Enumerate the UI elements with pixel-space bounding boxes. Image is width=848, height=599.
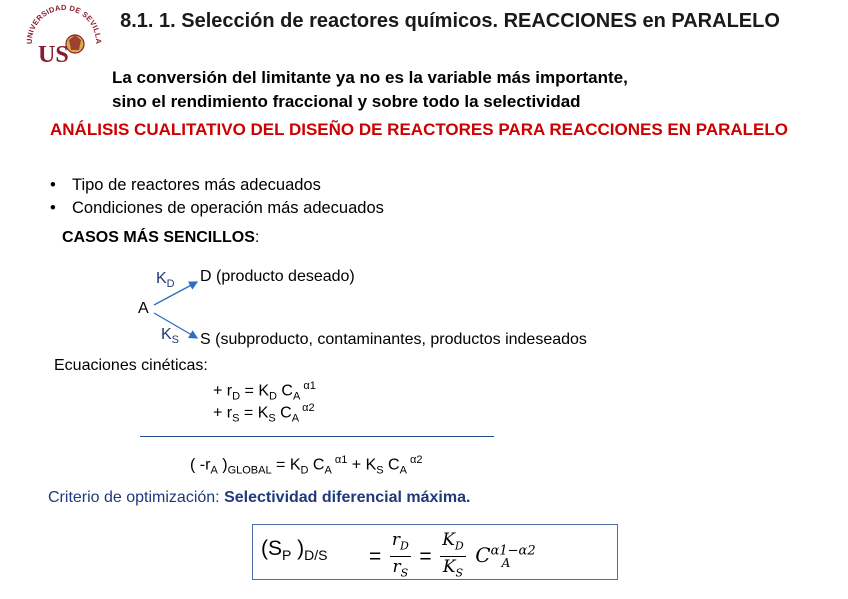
constant-ratio-fraction: $\frac{K_D}{K_S}$ [442, 530, 464, 580]
rate-equation-s: + $r_S = K_S$ $C_A$ $^{\alpha 2}$ [213, 402, 315, 425]
rate-equation-d: + $r_D = K_D$ $C_A$ $^{\alpha 1}$ [213, 380, 316, 403]
intro-text [112, 66, 628, 114]
university-logo [22, 4, 106, 66]
divider-line [140, 436, 494, 437]
svg-text:US: US [38, 42, 69, 66]
selectivity-lhs: ($S_P$ )$_{D/S}$ [261, 537, 328, 564]
page-title: 8.1. 1. Selección de reactores químicos. REACCIONES en PARALELO [120, 10, 780, 32]
cases-label-bold: CASOS MÁS SENCILLOS [62, 229, 255, 246]
equals-sign-2: = [419, 544, 432, 568]
bullet-item-operating-conditions: • Condiciones de operación más adecuados [50, 197, 384, 220]
kinetics-title: Ecuaciones cinéticas: [54, 357, 208, 374]
selectivity-rhs [366, 530, 536, 584]
bullet-list [50, 174, 384, 220]
analysis-heading: ANÁLISIS CUALITATIVO DEL DISEÑO DE REACTORES PARA REACCIONES EN PARALELO [50, 120, 788, 139]
cases-label-suffix: : [254, 229, 260, 246]
intro-line-1: La conversión del limitante ya no es la variable más importante, [112, 68, 628, 87]
svg-text:UNIVERSIDAD DE SEVILLA: UNIVERSIDAD DE SEVILLA [24, 4, 104, 45]
intro-line-2: sino el rendimiento fraccional y sobre todo la selectividad [112, 92, 581, 111]
product-s: S (subproducto, contaminantes, productos indeseados [200, 331, 587, 348]
global-rate-equation: ( $-r_A$ )$_{GLOBAL} = K_D$ $C_A$ $^{\alpha 1} + K_S$ $C_A$ $^{\alpha 2}$ [190, 454, 423, 477]
optimization-criterion [48, 489, 470, 507]
equals-sign-1: = [369, 544, 382, 568]
concentration-term: $C^{\alpha 1-\alpha 2}_A$ [475, 543, 536, 571]
rate-ratio-fraction: $\frac{r_D}{r_S}$ [391, 530, 409, 580]
rate-constant-kd: $K_D$ [156, 270, 175, 291]
bullet-item-reactor-type: • Tipo de reactores más adecuados [50, 174, 384, 197]
rate-constant-ks: $K_S$ [161, 326, 180, 347]
cases-label [62, 227, 259, 249]
criterion-label: Criterio de optimización: [48, 489, 225, 506]
product-d: D (producto deseado) [200, 268, 355, 285]
reactant-a: A [138, 300, 149, 317]
criterion-value: Selectividad diferencial máxima. [224, 489, 471, 506]
